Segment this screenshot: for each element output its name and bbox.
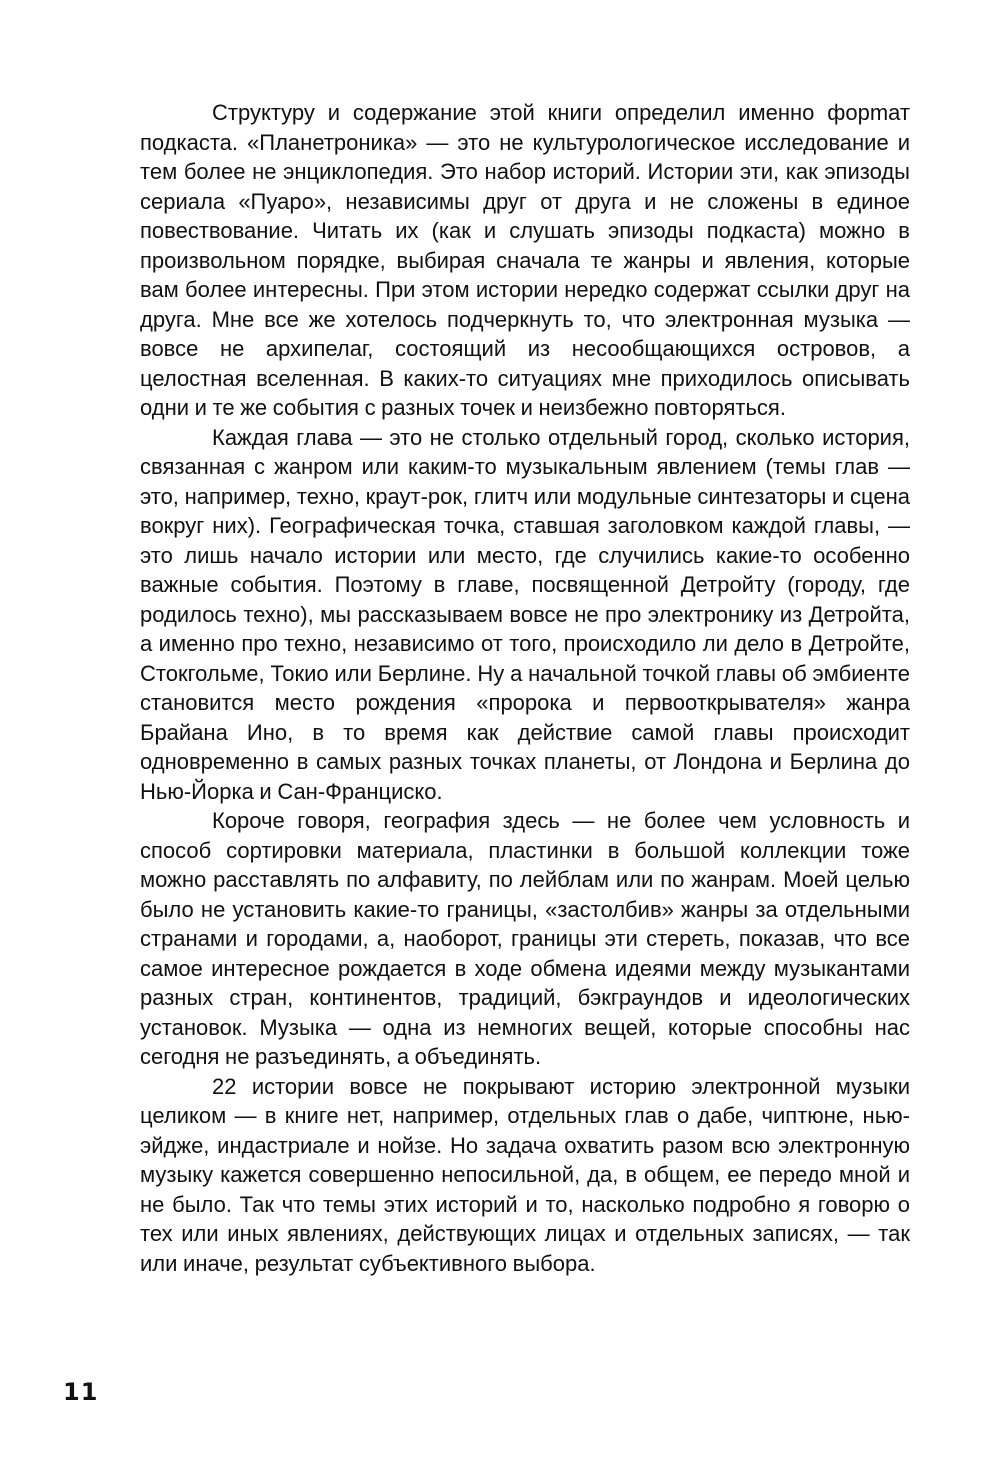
paragraph-1: Структуру и содержание этой книги определил именно форmат подкаста. «Планетроника» — это не культурологическое исследование и тем более не энциклопедия. Это набор историй. Истории эти, как эпизоды сериала «Пуаро», независимы друг от друга и не сложены в единое повествование. Читать их (как и слушать эпизоды подкаста) можно в произвольном порядке, выбирая сначала те жанры и явления, которые вам более интересны. При этом истории нередко содержат ссылки друг на друга. Мне все же хотелось подчеркнуть то, что электронная музыка — вовсе не архипелаг, состоящий из несообщающихся островов, а целостная вселенная. В каких-то ситуациях мне приходилось описывать одни и те же события с разных точек и неизбежно повторяться. <box>140 100 910 420</box>
paragraph-3: Короче говоря, география здесь — не более чем условность и способ сортировки материала, пластинки в большой коллекции тоже можно расставлять по алфавиту, по лейблам или по жанрам. Моей целью было не установить какие-то границы, «застолбив» жанры за отдельными странами и городами, а, наоборот, границы эти стереть, показав, что все самое интересное рождается в ходе обмена идеями между музыкантами разных стран, континентов, традиций, бэкграундов и идеологических установок. Музыка — одна из немногих вещей, которые способны нас сегодня не разъединять, а объединять. <box>140 808 910 1069</box>
page-number: 11 <box>63 1378 99 1406</box>
paragraph-2: Каждая глава — это не столько отдельный город, сколько история, связанная с жанром или каким-то музыкальным явлением (темы глав — это, например, техно, краут-рок, глитч или модульные синтезаторы и сцена вокруг них). Географическая точка, ставшая заголовком каждой главы, — это лишь начало истории или место, где случились какие-то особенно важные события. Поэтому в главе, посвященной Детройту (городу, где родилось техно), мы рассказываем вовсе не про электронику из Детройта, а именно про техно, независимо от того, происходило ли дело в Детройте, Стокгольме, Токио или Берлине. Ну а начальной точкой главы об эмбиенте становится место рождения «пророка и первооткрывателя» жанра Брайана Ино, в то время как действие самой главы происходит одновременно в самых разных точках планеты, от Лондона и Берлина до Нью-Йорка и Сан-Франциско. <box>140 424 910 804</box>
paragraph-4: 22 истории вовсе не покрывают историю электронной музыки целиком — в книге нет, например, отдельных глав о дабе, чиптюне, нью-эйдже, индастриале и нойзе. Но задача охватить разом всю электронную музыку кажется совершенно непосильной, да, в общем, ее передо мной и не было. Так что темы этих историй и то, насколько подробно я говорю о тех или иных явлениях, действующих лицах и отдельных записях, — так или иначе, результат субъективного выбора. <box>140 1073 910 1276</box>
body-text <box>140 98 910 1278</box>
